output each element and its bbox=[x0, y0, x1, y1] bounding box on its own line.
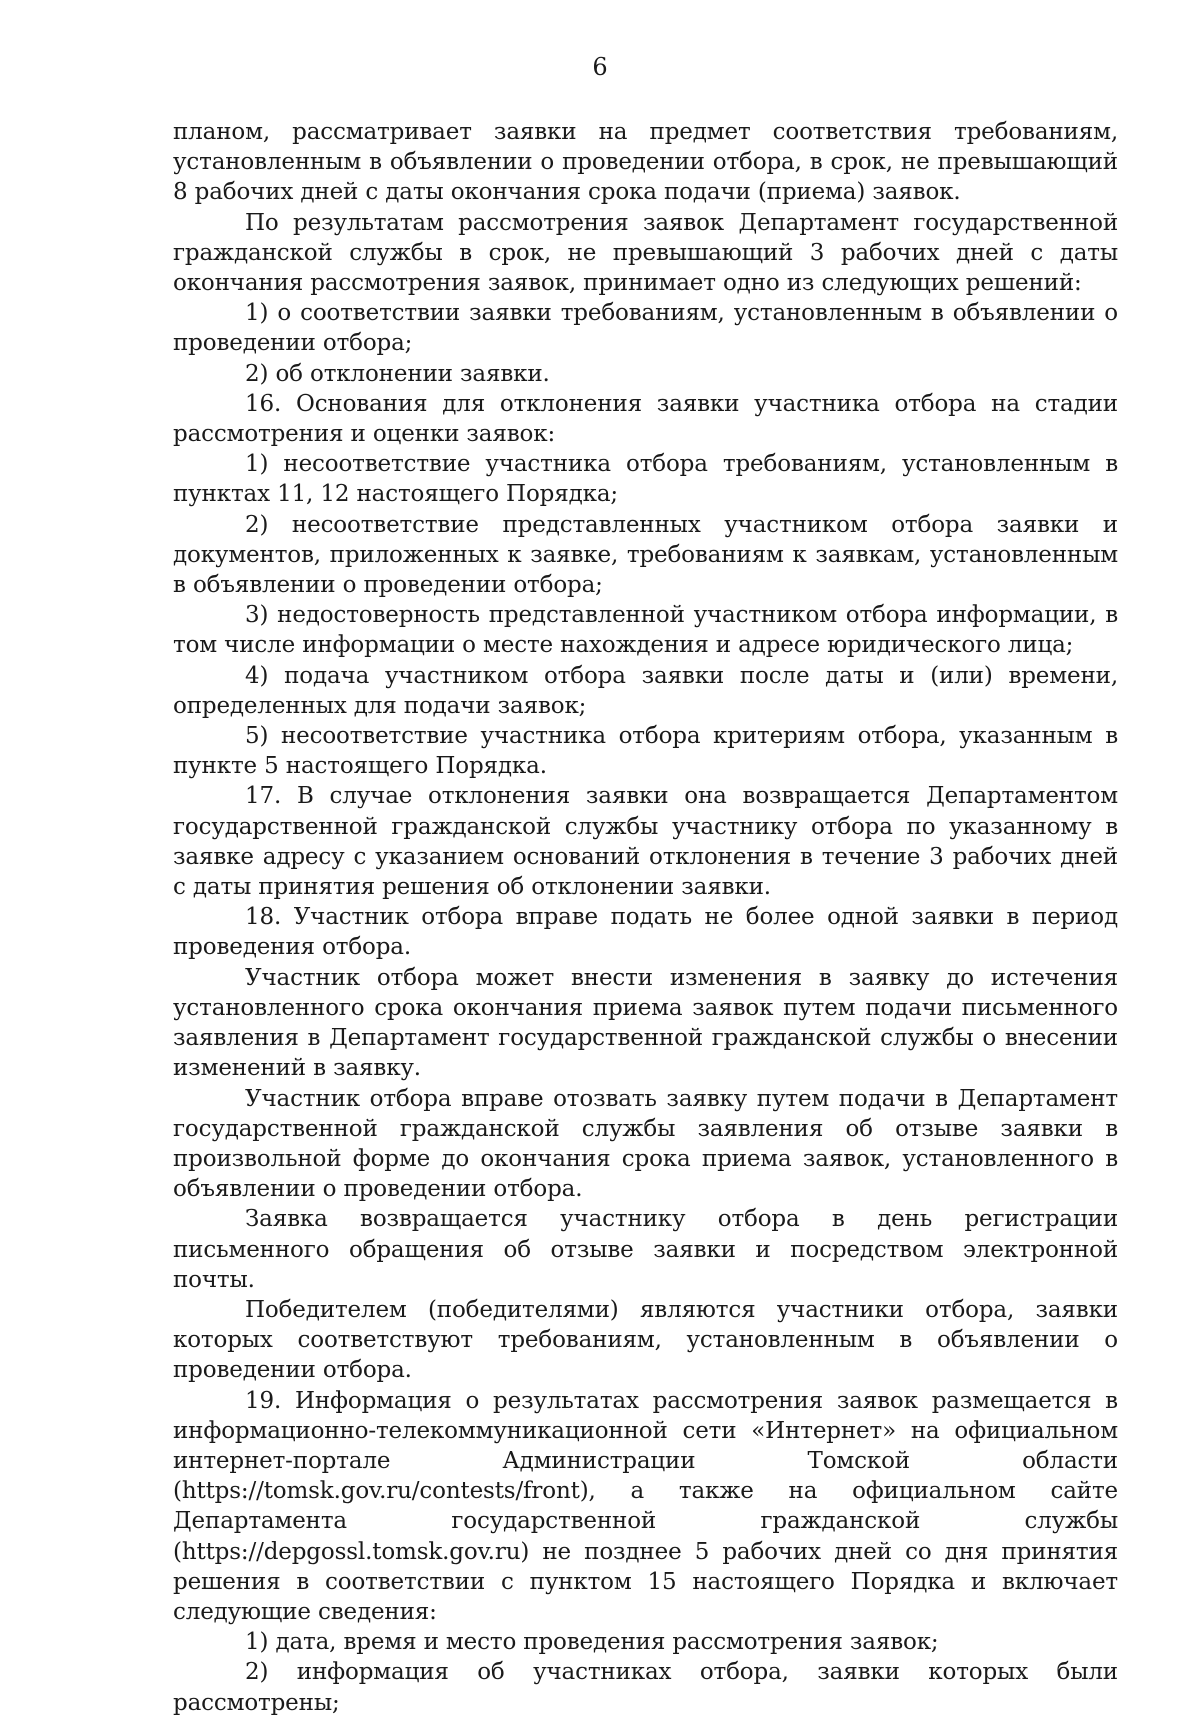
clause-17: 17. В случае отклонения заявки она возвращается Департаментом государственной гражданской службы участнику отбора по указанному в заявке адресу с указанием оснований отклонения в течение 3 рабочих дней с даты принятия решения об отклонении заявки. bbox=[173, 783, 1118, 901]
list-item: 2) информация об участниках отбора, заявки которых были рассмотрены; bbox=[173, 1659, 1118, 1716]
paragraph: Участник отбора вправе отозвать заявку путем подачи в Департамент государственной гражданской службы заявления об отзыве заявки в произвольной форме до окончания срока приема заявок, установленного в объявлении о проведении отбора. bbox=[173, 1085, 1118, 1203]
document-body bbox=[173, 117, 1118, 1718]
paragraph: Участник отбора может внести изменения в заявку до истечения установленного срока окончания приема заявок путем подачи письменного заявления в Департамент государственной гражданской службы о внесении изменений в заявку. bbox=[173, 964, 1118, 1082]
page-number: 6 bbox=[592, 53, 608, 81]
clause-19: 19. Информация о результатах рассмотрения заявок размещается в информационно-телекоммуникационной сети «Интернет» на официальном интернет-портале Администрации Томской области (https://tomsk.gov.ru/contests/front), а также на официальном сайте Департамента государственной гражданской службы (https://depgossl.tomsk.gov.ru) не позднее 5 рабочих дней со дня принятия решения в соответствии с пунктом 15 настоящего Порядка и включает следующие сведения: bbox=[173, 1387, 1118, 1625]
list-item: 1) дата, время и место проведения рассмотрения заявок; bbox=[245, 1629, 939, 1656]
clause-16: 16. Основания для отклонения заявки участника отбора на стадии рассмотрения и оценки заявок: bbox=[173, 390, 1118, 448]
paragraph: планом, рассматривает заявки на предмет соответствия требованиям, установленным в объявлении о проведении отбора, в срок, не превышающий 8 рабочих дней с даты окончания срока подачи (приема) заявок. bbox=[173, 119, 1118, 206]
list-item: 2) об отклонении заявки. bbox=[245, 360, 550, 387]
list-item: 5) несоответствие участника отбора критериям отбора, указанным в пункте 5 настоящего Порядка. bbox=[173, 723, 1118, 780]
list-item: 1) несоответствие участника отбора требованиям, установленным в пунктах 11, 12 настоящего Порядка; bbox=[173, 451, 1118, 508]
list-item: 3) недостоверность представленной участником отбора информации, в том числе информации о месте нахождения и адресе юридического лица; bbox=[173, 602, 1118, 659]
list-item: 4) подача участником отбора заявки после даты и (или) времени, определенных для подачи заявок; bbox=[173, 662, 1118, 719]
list-item: 2) несоответствие представленных участником отбора заявки и документов, приложенных к заявке, требованиям к заявкам, установленным в объявлении о проведении отбора; bbox=[173, 511, 1118, 599]
list-item: 1) о соответствии заявки требованиям, установленным в объявлении о проведении отбора; bbox=[173, 300, 1118, 357]
paragraph: Заявка возвращается участнику отбора в день регистрации письменного обращения об отзыве заявки и посредством электронной почты. bbox=[173, 1206, 1118, 1293]
paragraph: Победителем (победителями) являются участники отбора, заявки которых соответствуют требованиям, установленным в объявлении о проведении отбора. bbox=[173, 1296, 1118, 1384]
clause-18: 18. Участник отбора вправе подать не более одной заявки в период проведения отбора. bbox=[173, 904, 1118, 961]
paragraph: По результатам рассмотрения заявок Департамент государственной гражданской службы в срок, не превышающий 3 рабочих дней с даты окончания рассмотрения заявок, принимает одно из следующих решений: bbox=[173, 209, 1118, 297]
